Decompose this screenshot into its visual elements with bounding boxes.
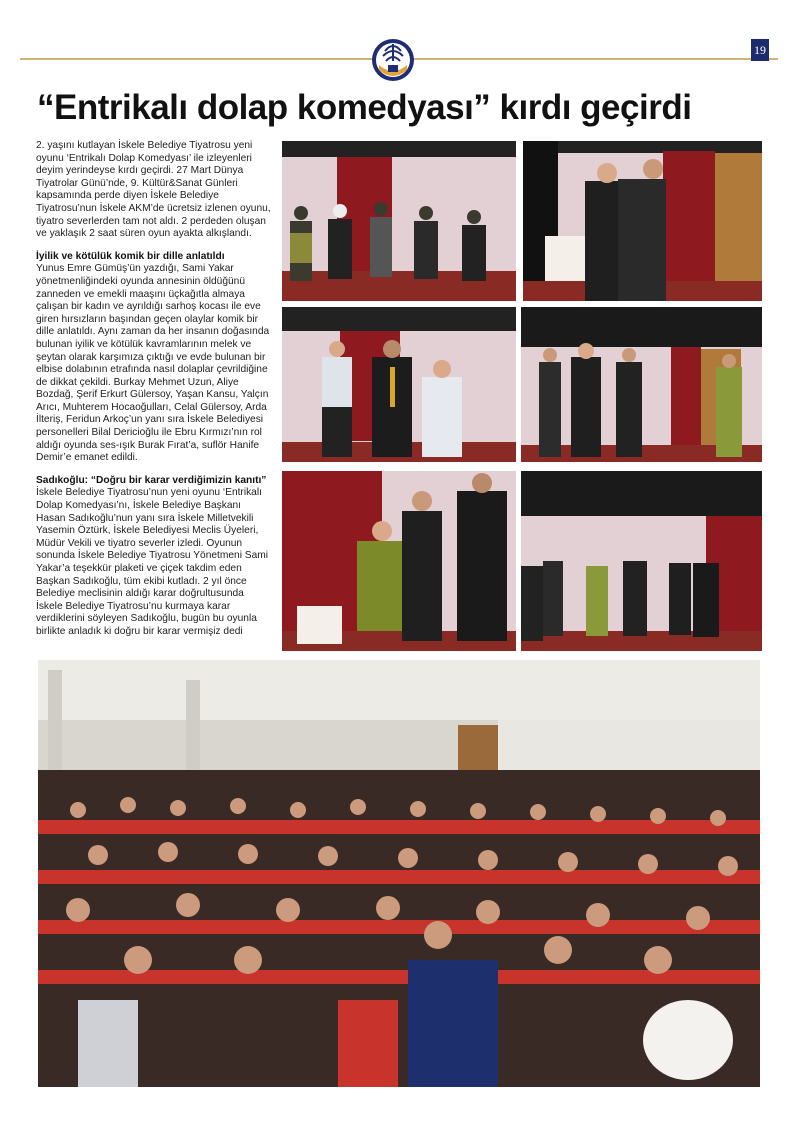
photo-four-men-woman-green (521, 307, 762, 462)
photo-woman-chair-men (282, 471, 516, 651)
photo-audience (38, 660, 760, 1087)
photo-cast-row (282, 141, 516, 301)
photo-police-scene (282, 307, 516, 462)
section2-heading: Sadıkoğlu: “Doğru bir karar verdiğimizin kanıtı” (36, 474, 267, 486)
section1-heading: İyilik ve kötülük komik bir dille anlatıldı (36, 250, 225, 262)
municipality-logo (371, 35, 415, 85)
photo-curtain-call (521, 471, 762, 651)
article-intro: 2. yaşını kutlayan İskele Belediye Tiyatrosu yeni oyunu ‘Entrikalı Dolap Komedyası’ ile izleyenleri deyim yerindeyse kırdı geçirdi. 27 Mart Dünya Tiyatrolar Günü’nde, 9. Kültür&Sanat Günleri kapsamında perde diyen İskele Belediye Tiyatrosu’nun İskele AKM’de ücretsiz izlenen oyunu, tiyatro severlerden tam not aldı. 2 perdeden oluşan ve yaklaşık 2 saat süren oyun ayakta alkışlandı. (36, 140, 271, 240)
page-number: 19 (751, 39, 769, 61)
section1-body: Yunus Emre Gümüş’ün yazdığı, Sami Yakar yönetmenliğindeki oyunda annesinin öldüğünü zanneden ve emekli maaşını üçkağıtla almaya çalışan bir kadın ve ayrıldığı sarhoş kocası ile eve giren hırsızların başından geçen olaylar komik bir dille anlatıldı. Aynı zaman da her insanın doğasında bulunan iyilik ve kötülük kavramlarının melek ve şeytan olarak karşımıza çıktığı ve evde bulunan bir elbise dolabının etrafında nasıl dolaplar çevrildiğine de dikkat çekildi. Burkay Mehmet Uzun, Aliye Bozdağ, Şerif Erkurt Gülersoy, Yaşan Kansu, Yalçın Arıcı, Muhterem Hocaoğulları, Celal Gülersoy, Arda İlteriş, Feridun Arkoç’un yanı sıra İskele Belediyesi personelleri Bilal Dericioğlu ile Ebru Kırmızı’nın rol aldığı oyunda ses-ışık Burak Fırat’a, suflör Hanife Demir’e emanet edildi. (36, 263, 270, 464)
section2-body: İskele Belediye Tiyatrosu’nun yeni oyunu ‘Entrikalı Dolap Komedyası’nı, İskele Belediye Başkanı Hasan Sadıkoğlu’nun yanı sıra İskele Milletvekili Yasemin Öztürk, İskele Belediyesi Meclis Üyeleri, Müdür Vekili ve tiyatro severler izledi. Oyunun sonunda İskele Belediye Tiyatrosu Yönetmeni Sami Yakar’a teşekkür plaketi ve çiçek takdim eden Başkan Sadıkoğlu, tüm ekibi kutladı. 2 yıl önce Belediye meclisinin aldığı karar doğrultusunda İskele Belediye Tiyatrosu’nu kurmaya karar verdiklerini söyleyen Sadıkoğlu, bugün bu oyunla birlikte anladık ki doğru bir karar vermişiz dedi (36, 487, 268, 637)
photo-two-men-struggle (523, 141, 762, 301)
headline: “Entrikalı dolap komedyası” kırdı geçirdi (37, 88, 692, 127)
article-column (36, 140, 272, 639)
